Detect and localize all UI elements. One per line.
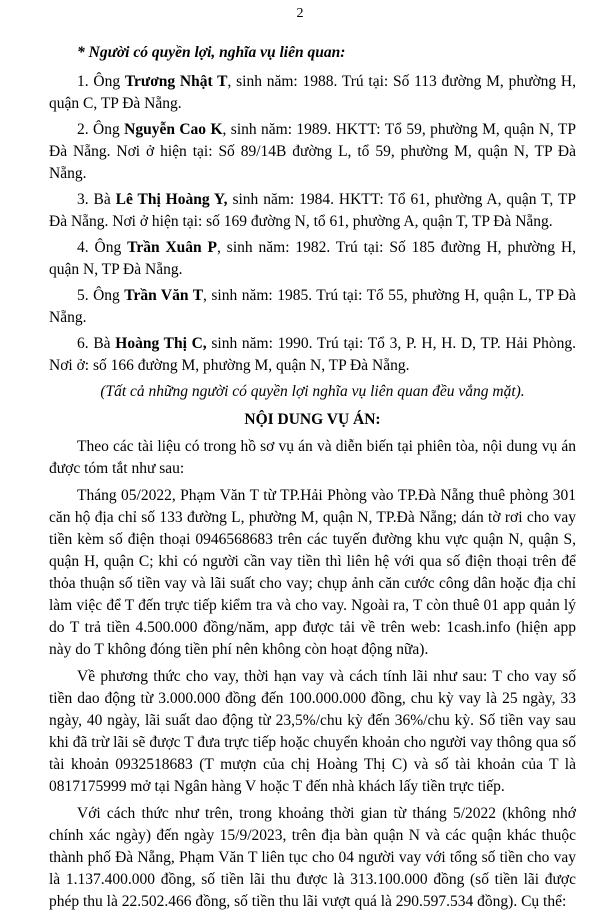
person-prefix: 2. Ông (77, 121, 125, 138)
person-name: Trần Xuân P (127, 239, 218, 256)
person-name: Trương Nhật T (124, 73, 228, 90)
person-entry-5 (49, 285, 576, 329)
person-details: sinh năm: 1984. HKTT: Tổ 61, phường A, quận T, TP Đà Nẵng. Nơi ở hiện tại: số 169 đường N, tổ 61, phường A, quận T, TP Đà Nẵng. (49, 191, 577, 230)
page-number: 2 (296, 6, 304, 21)
case-paragraph-summary: Với cách thức như trên, trong khoảng thời gian từ tháng 5/2022 (không nhớ chính xác ngày) đến ngày 15/9/2023, trên địa bàn quận N và các quận khác thuộc thành phố Đà Nẵng, Phạm Văn T liên tục cho 04 người vay với tổng số tiền cho vay là 1.137.400.000 đồng, số tiền lãi thu được là 313.100.000 đồng (số tiền lãi được phép thu là 22.502.466 đồng, số tiền thu lãi vượt quá là 290.597.534 đồng). Cụ thể: (49, 805, 576, 910)
person-entry-4 (49, 237, 576, 281)
person-name: Hoàng Thị C, (115, 335, 207, 352)
person-details: , sinh năm: 1988. Trú tại: Số 113 đường M, phường H, quận C, TP Đà Nẵng. (49, 73, 576, 112)
case-paragraph-background: Tháng 05/2022, Phạm Văn T từ TP.Hải Phòng vào TP.Đà Nẵng thuê phòng 301 căn hộ địa chỉ số 133 đường L, phường M, quận N, TP.Đà Nẵng; dán tờ rơi cho vay tiền kèm số điện thoại 0946568683 trên các tuyến đường khu vực quận N, quận S, quận H, quận C; khi có người cần vay tiền thì liên hệ với qua số điện thoại trên để thỏa thuận số tiền vay và lãi suất cho vay; chụp ảnh căn cước công dân hoặc địa chỉ làm việc để T đến trực tiếp kiểm tra và cho vay. Ngoài ra, T còn thuê 01 app quản lý do T trả tiền 4.500.000 đồng/năm, app được tải về trên web: 1cash.info (hiện app này do T không đóng tiền phí nên không còn hoạt động nữa). (49, 487, 576, 658)
person-prefix: 6. Bà (77, 335, 116, 352)
person-details: , sinh năm: 1982. Trú tại: Số 185 đường H, phường H, quận N, TP Đà Nẵng. (49, 239, 577, 278)
person-name: Lê Thị Hoàng Y, (115, 191, 228, 208)
person-name: Nguyễn Cao K (124, 121, 223, 138)
person-name: Trần Văn T (124, 287, 204, 304)
document-body (49, 42, 576, 918)
person-prefix: 5. Ông (77, 287, 125, 304)
case-paragraph-intro: Theo các tài liệu có trong hồ sơ vụ án và diễn biến tại phiên tòa, nội dung vụ án được tóm tắt như sau: (49, 438, 576, 477)
person-details: , sinh năm: 1985. Trú tại: Tổ 55, phường H, quận L, TP Đà Nẵng. (49, 287, 577, 326)
person-entry-2 (49, 119, 576, 185)
person-prefix: 4. Ông (77, 239, 128, 256)
section-title: * Người có quyền lợi, nghĩa vụ liên quan: (77, 44, 346, 61)
person-entry-6 (49, 333, 576, 377)
person-entry-3 (49, 189, 576, 233)
person-details: sinh năm: 1990. Trú tại: Tổ 3, P. H, H. D, TP. Hải Phòng. Nơi ở: số 166 đường M, phường M, quận N, TP Đà Nẵng. (49, 335, 577, 374)
case-paragraph-lending-method: Về phương thức cho vay, thời hạn vay và cách tính lãi như sau: T cho vay số tiền dao động từ 3.000.000 đồng đến 100.000.000 đồng, chu kỳ vay là 25 ngày, 33 ngày, 40 ngày, lãi suất dao động từ 23,5%/chu kỳ đến 36%/chu kỳ. Số tiền vay sau khi đã trừ lãi sẽ được T đưa trực tiếp hoặc chuyển khoản cho người vay thông qua số tài khoản 0932518683 (T mượn của chị Hoàng Thị C) và số tài khoản của T là 0817175999 mở tại Ngân hàng V hoặc T đến nhà khách lấy tiền trực tiếp. (49, 668, 576, 795)
person-prefix: 1. Ông (77, 73, 125, 90)
person-details: , sinh năm: 1989. HKTT: Tổ 59, phường M, quận N, TP Đà Nẵng. Nơi ở hiện tại: Số 89/14B đường L, tổ 59, phường M, quận N, TP Đà Nẵng. (49, 121, 576, 182)
case-heading: NỘI DUNG VỤ ÁN: (244, 411, 381, 428)
person-entry-1 (49, 71, 576, 115)
person-prefix: 3. Bà (77, 191, 116, 208)
absent-note: (Tất cả những người có quyền lợi nghĩa vụ liên quan đều vắng mặt). (100, 383, 525, 400)
